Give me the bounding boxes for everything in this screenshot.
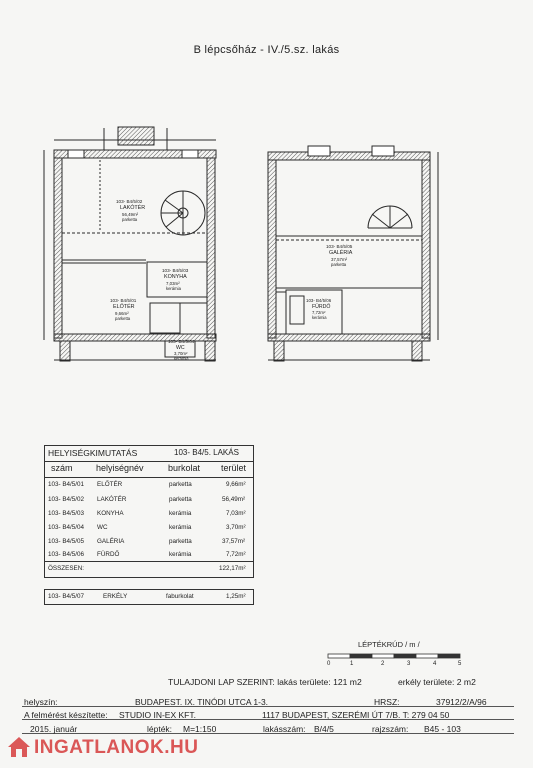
total-value: 122,17m² (219, 565, 246, 572)
label-livingroom-code: 103- B4/5/02 (116, 199, 143, 204)
row1-number: 103- B4/5/01 (48, 481, 85, 488)
apartment-label: lakásszám: (263, 724, 306, 734)
watermark-text: INGATLANOK.HU (34, 737, 199, 758)
row1-name: ELŐTÉR (97, 481, 123, 488)
label-kitchen-name: KONYHA (164, 274, 187, 280)
label-bathroom-floor: kerámia (312, 315, 327, 320)
label-gallery-code: 103- B4/5/05 (326, 244, 353, 249)
label-kitchen-code: 103- B4/5/03 (162, 268, 189, 273)
label-kitchen-area: 7,03m² (166, 281, 180, 286)
scale-bar-label: LÉPTÉKRÚD / m / (358, 640, 420, 649)
drawing-no-value: B45 - 103 (424, 724, 461, 734)
label-livingroom-name: LAKÓTÉR (120, 205, 146, 211)
scale-tick-2: 2 (381, 661, 385, 667)
row2-number: 103- B4/5/02 (48, 496, 85, 503)
label-gallery-floor: parketta (331, 262, 347, 267)
label-livingroom-floor: parketta (122, 217, 138, 222)
row2-name: LAKÓTÉR (97, 496, 127, 503)
label-hall-name: ELŐTÉR (113, 304, 135, 310)
balcony-area: 1,25m² (226, 593, 246, 600)
row1-area: 9,66m² (226, 481, 246, 488)
table-unit: 103- B4/5. LAKÁS (174, 448, 239, 457)
row2-finish: parketta (169, 496, 192, 503)
label-wc-floor: kerámia (174, 356, 189, 361)
balcony (118, 127, 154, 145)
label-kitchen-floor: kerámia (166, 286, 181, 291)
author-value: STUDIO IN-EX KFT. (119, 710, 196, 720)
company-address: 1117 BUDAPEST, SZERÉMI ÚT 7/B. T: 279 04 50 (262, 710, 450, 720)
table-heading: HELYISÉGKIMUTATÁS (48, 448, 138, 458)
row2-area: 56,49m² (222, 496, 246, 503)
label-hall-area: 9,66m² (115, 311, 129, 316)
col-header-name: helyiségnév (96, 463, 144, 473)
label-hall-floor: parketta (115, 316, 131, 321)
hrsz-value: 37912/2/A/96 (436, 697, 487, 707)
row3-number: 103- B4/5/03 (48, 510, 85, 517)
label-wc-name: WC (176, 345, 185, 351)
label-wc-code: 103- B4/5/04 (168, 339, 195, 344)
row6-area: 7,72m² (226, 551, 246, 558)
scale-tick-4: 4 (433, 661, 437, 667)
row1-finish: parketta (169, 481, 192, 488)
row4-name: WC (97, 524, 108, 531)
hrsz-label: HRSZ: (374, 697, 400, 707)
label-gallery-name: GALÉRIA (329, 250, 353, 256)
row4-number: 103- B4/5/04 (48, 524, 85, 531)
ingatlanok-logo (6, 735, 206, 761)
balcony-name: ERKÉLY (103, 593, 128, 600)
page-title: B lépcsőház - IV./5.sz. lakás (193, 44, 340, 56)
house-icon (6, 735, 32, 759)
balcony-finish: faburkolat (166, 593, 194, 600)
label-hall-code: 103- B4/5/01 (110, 298, 137, 303)
row5-finish: parketta (169, 538, 192, 545)
label-bathroom-name: FÜRDŐ (312, 304, 331, 310)
row5-number: 103- B4/5/05 (48, 538, 85, 545)
label-bathroom-code: 103- B4/5/06 (306, 298, 332, 303)
label-gallery-area: 37,57m² (331, 257, 348, 262)
scale-tick-1: 1 (350, 661, 354, 667)
apartment-value: B/4/5 (314, 724, 334, 734)
row4-area: 3,70m² (226, 524, 246, 531)
row6-finish: kerámia (169, 551, 192, 558)
col-header-number: szám (51, 463, 73, 473)
row3-finish: kerámia (169, 510, 192, 517)
plan-gallery-level (268, 146, 438, 361)
balcony-area-note: erkély területe: 2 m2 (398, 677, 476, 687)
row4-finish: kerámia (169, 524, 192, 531)
row5-name: GALÉRIA (97, 538, 125, 545)
drawing-no-label: rajzszám: (372, 724, 409, 734)
row6-number: 103- B4/5/06 (48, 551, 85, 558)
scale-tick-3: 3 (407, 661, 411, 667)
scale-bar (325, 652, 465, 674)
row3-name: KONYHA (97, 510, 124, 517)
location-label: helyszín: (24, 697, 58, 707)
label-wc-area: 3,70m² (174, 351, 188, 356)
author-label: A felmérést készítette: (24, 710, 108, 720)
ownership-area: TULAJDONI LAP SZERINT: lakás területe: 121 m2 (168, 677, 362, 687)
scale-label: lépték: (147, 724, 173, 734)
label-livingroom-area: 56,49m² (122, 212, 139, 217)
balcony-number: 103- B4/5/07 (48, 593, 85, 600)
location-value: BUDAPEST. IX. TINÓDI UTCA 1-3. (135, 697, 269, 707)
survey-date: 2015. január (30, 724, 78, 734)
scale-tick-5: 5 (458, 661, 462, 667)
label-bathroom-area: 7,72m² (312, 310, 326, 315)
row3-area: 7,03m² (226, 510, 246, 517)
total-label: ÖSSZESEN: (48, 565, 85, 572)
plan-lower-level (44, 127, 216, 361)
row5-area: 37,57m² (222, 538, 246, 545)
scale-tick-0: 0 (327, 661, 331, 667)
scale-value: M=1:150 (183, 724, 217, 734)
row6-name: FÜRDŐ (97, 551, 120, 558)
col-header-area: terület (221, 463, 247, 473)
col-header-finish: burkolat (168, 463, 201, 473)
